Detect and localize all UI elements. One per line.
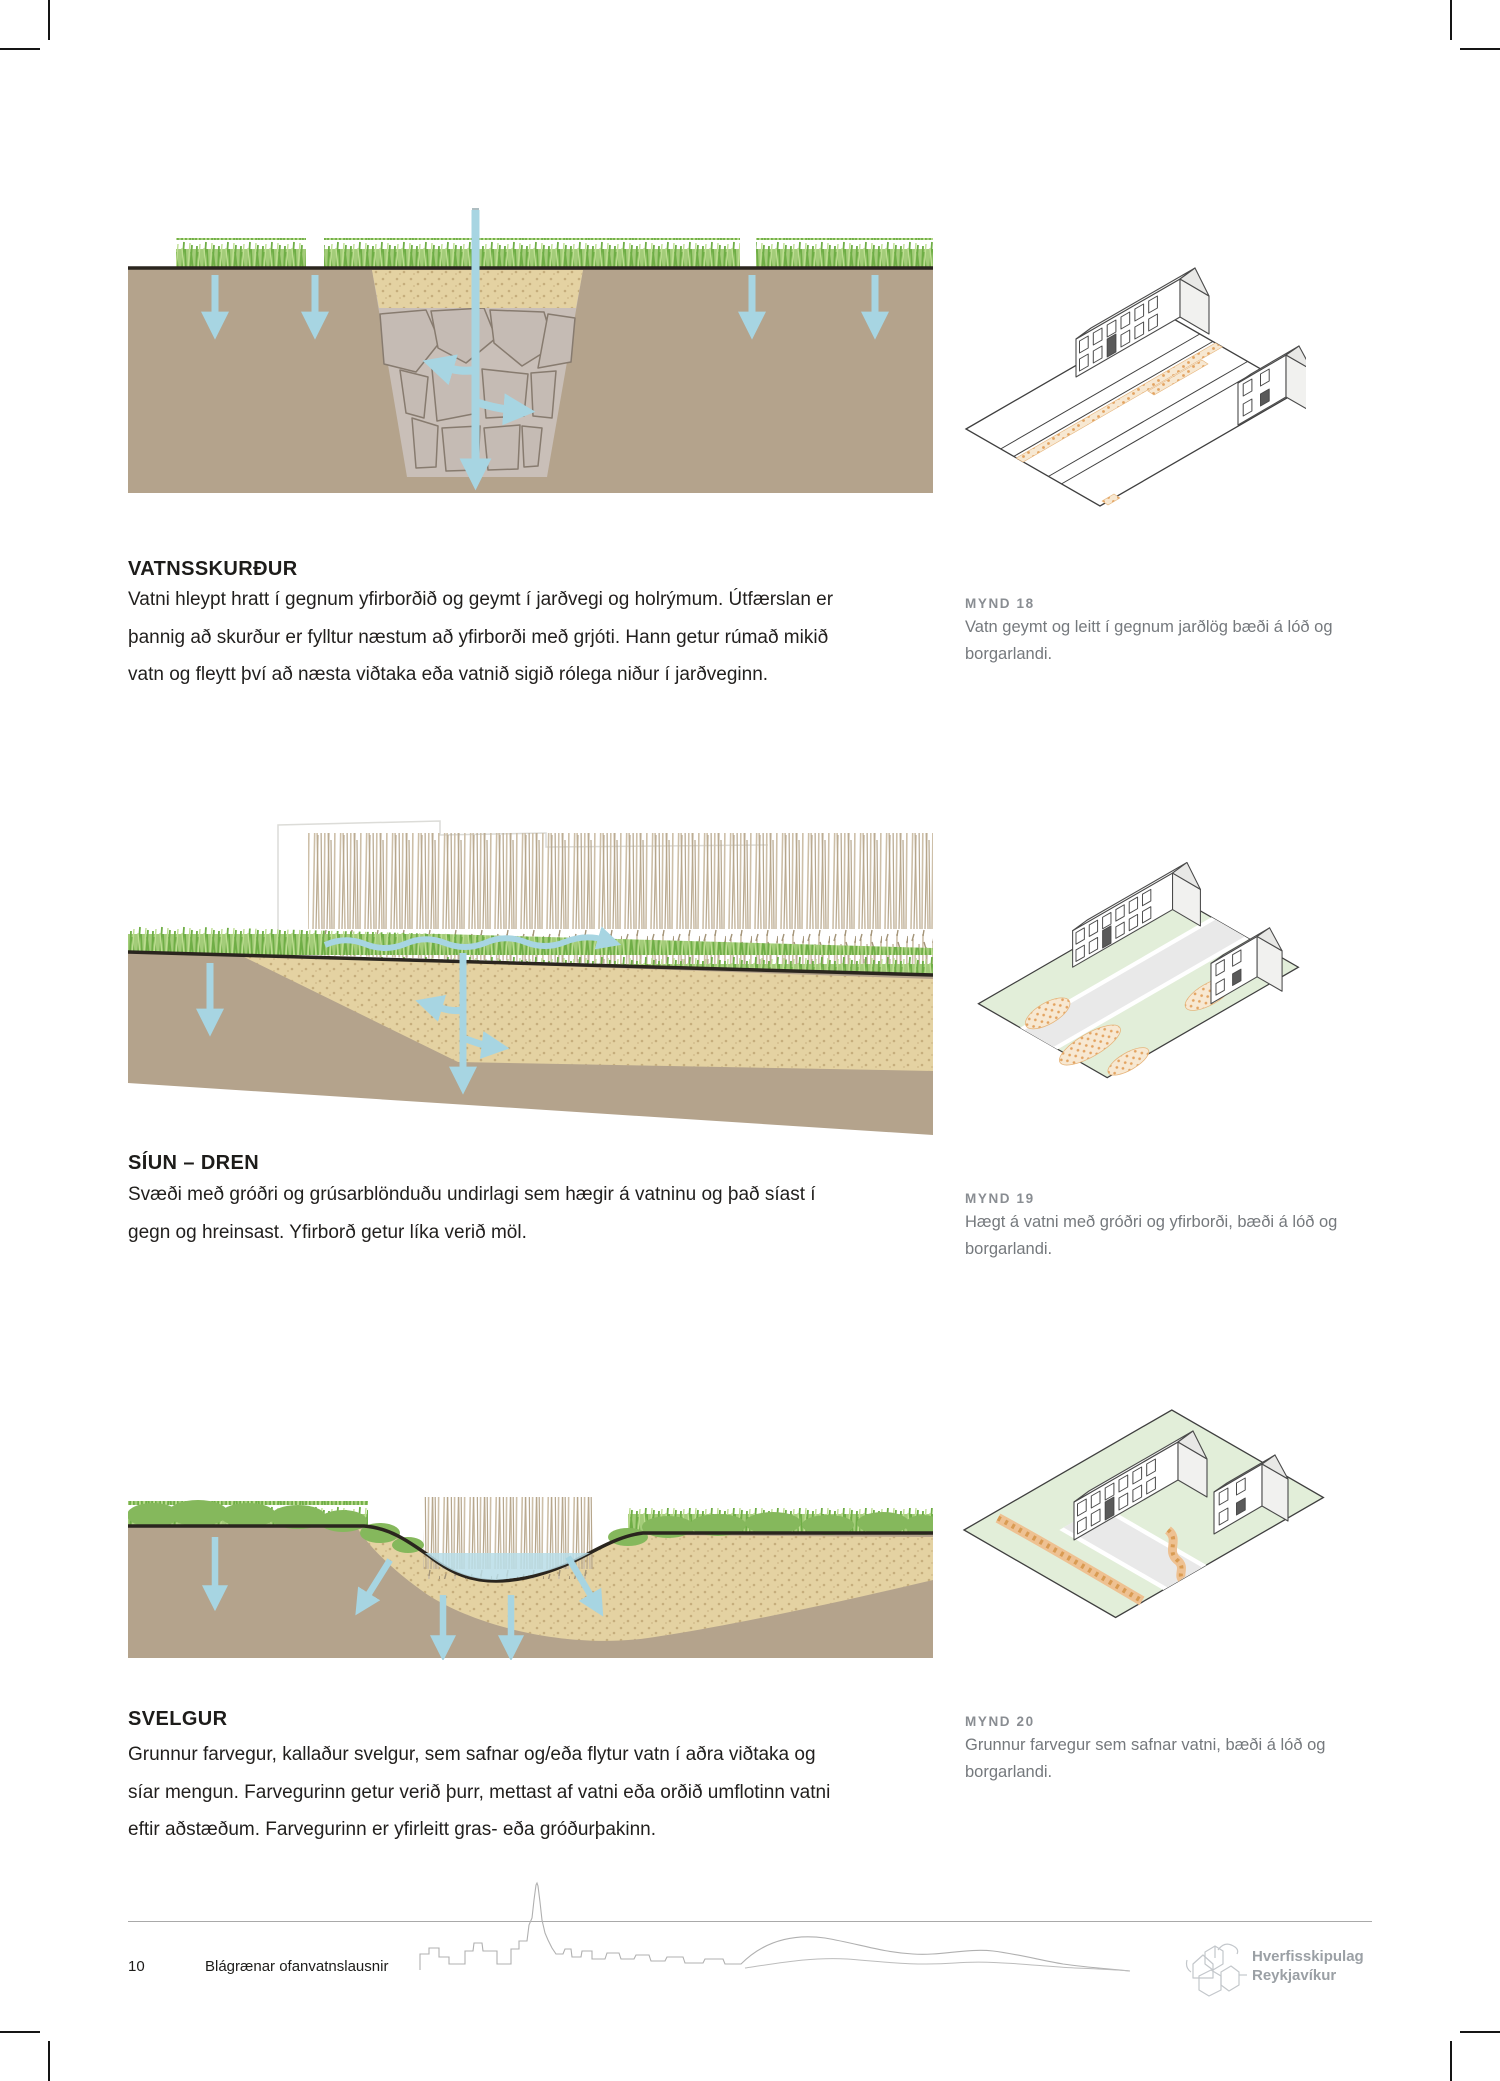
- siun-dren-cross-section-diagram: [128, 805, 933, 1135]
- figure-caption: Grunnur farvegur sem safnar vatni, bæði á lóð og borgarlandi.: [965, 1736, 1326, 1781]
- crop-mark-bottom-left-h: [0, 2031, 40, 2033]
- section-body: Svæði með gróðri og grúsarblönduðu undirlagi sem hægir á vatninu og það síast í gegn og hreinsast. Yfirborð getur líka verið möl.: [128, 1184, 816, 1243]
- crop-mark-bottom-right-v: [1450, 2041, 1452, 2081]
- figure-label: MYND 20: [965, 1714, 1035, 1729]
- crop-mark-top-left-h: [0, 48, 40, 50]
- section-body: Vatni hleypt hratt í gegnum yfirborðið og geymt í jarðvegi og holrýmum. Útfærslan er þannig að skurður er fylltur næstum að yfirborði með grjóti. Hann getur rúmað mikið vatn og fleytt því að næsta viðtaka eða vatnið sigið rólega niður í jarðveginn.: [128, 589, 834, 685]
- section-heading: VATNSSKURÐUR: [128, 558, 298, 580]
- crop-mark-bottom-left-v: [48, 2041, 50, 2081]
- reykjavik-skyline-drawing: [415, 1878, 1140, 1978]
- section-heading: SVELGUR: [128, 1708, 228, 1730]
- vatnsskurdur-cross-section-diagram: [128, 180, 933, 495]
- page-number: 10: [128, 1958, 145, 1975]
- crop-mark-bottom-right-h: [1460, 2031, 1500, 2033]
- figure-caption: Hægt á vatni með gróðri og yfirborði, bæði á lóð og borgarlandi.: [965, 1213, 1338, 1258]
- logo-text: [1252, 1947, 1364, 1985]
- svelgur-isometric-illustration: [956, 1382, 1331, 1637]
- hverfisskipulag-logo-icon: [1185, 1942, 1249, 2000]
- svelgur-cross-section-diagram: [128, 1445, 933, 1660]
- crop-mark-top-right-h: [1460, 48, 1500, 50]
- siun-dren-isometric-illustration: [962, 850, 1312, 1095]
- crop-mark-top-left-v: [48, 0, 50, 40]
- figure-label: MYND 19: [965, 1191, 1035, 1206]
- section-body: Grunnur farvegur, kallaður svelgur, sem safnar og/eða flytur vatn í aðra viðtaka og síar mengun. Farvegurinn getur verið þurr, mettast af vatni eða orðið umflotinn vatni eftir aðstæðum. Farvegurinn er yfirleitt gras- eða gróðurþakinn.: [128, 1744, 831, 1840]
- document-title: Blágrænar ofanvatnslausnir: [205, 1958, 389, 1975]
- logo-line2: Reykjavíkur: [1252, 1967, 1337, 1984]
- vatnsskurdur-isometric-illustration: [956, 264, 1306, 526]
- section-heading: SÍUN – DREN: [128, 1152, 260, 1174]
- crop-mark-top-right-v: [1450, 0, 1452, 40]
- figure-label: MYND 18: [965, 596, 1035, 611]
- logo-line1: Hverfisskipulag: [1252, 1948, 1364, 1965]
- grass: [176, 238, 933, 268]
- figure-caption: Vatn geymt og leitt í gegnum jarðlög bæði á lóð og borgarlandi.: [965, 618, 1333, 663]
- ground-plane: [964, 1410, 1323, 1618]
- soil: [128, 952, 933, 1135]
